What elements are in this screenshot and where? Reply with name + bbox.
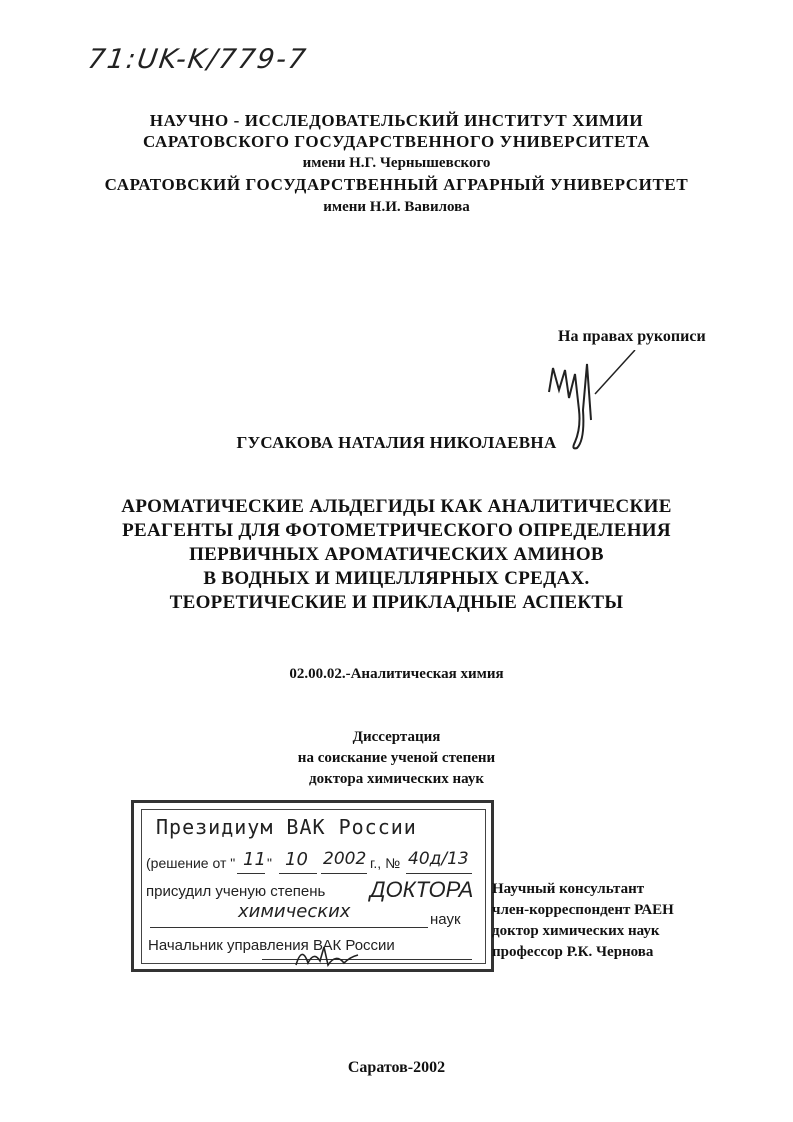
stamp-day-field: 11 [237, 855, 265, 874]
title-line-3: ПЕРВИЧНЫХ АРОМАТИЧЕСКИХ АМИНОВ [189, 544, 604, 565]
stamp-field-line: химических [150, 905, 428, 928]
rights-note: На правах рукописи [558, 328, 706, 345]
institute-line-2: САРАТОВСКОГО ГОСУДАРСТВЕННОГО УНИВЕРСИТЕТА [142, 132, 650, 151]
degree-line-2: на соискание ученой степени [297, 750, 496, 766]
institute-line-1: НАУЧНО - ИССЛЕДОВАТЕЛЬСКИЙ ИНСТИТУТ ХИМИИ [149, 111, 644, 130]
stamp-year-field: 2002 [321, 855, 367, 874]
consultant-line-3: доктор химических наук [492, 923, 660, 939]
title-line-1: АРОМАТИЧЕСКИЕ АЛЬДЕГИДЫ КАК АНАЛИТИЧЕСКИЕ [121, 496, 672, 517]
title-line-4: В ВОДНЫХ И МИЦЕЛЛЯРНЫХ СРЕДАХ. [203, 568, 590, 589]
consultant-line-2: член-корреспондент РАЕН [492, 902, 674, 918]
stamp-decision-quote: " [267, 855, 272, 871]
stamp-awarded: присудил ученую степень [146, 883, 326, 900]
archive-code: 71:UK-K/779-7 [85, 44, 310, 75]
specialty: 02.00.02.-Аналитическая химия [289, 666, 504, 682]
footer-city-year: Саратов-2002 [347, 1059, 446, 1076]
stamp-head: Начальник управления ВАК России [148, 937, 395, 954]
stamp-number-field: 40д/13 [406, 855, 472, 874]
consultant-line-1: Научный консультант [492, 881, 645, 897]
stamp-month-field: 10 [279, 855, 317, 874]
institute-line-5: имени Н.И. Вавилова [323, 199, 470, 215]
degree-line-3: доктора химических наук [308, 771, 484, 787]
degree-line-1: Диссертация [352, 729, 441, 745]
stamp-sciences: наук [430, 911, 461, 928]
stamp-decision-year-suffix: г., № [370, 855, 401, 871]
consultant-line-4: профессор Р.К. Чернова [492, 944, 654, 960]
author-name: ГУСАКОВА НАТАЛИЯ НИКОЛАЕВНА [236, 433, 557, 452]
vak-stamp [131, 800, 494, 972]
title-line-2: РЕАГЕНТЫ ДЛЯ ФОТОМЕТРИЧЕСКОГО ОПРЕДЕЛЕНИЯ [122, 520, 671, 541]
stamp-header: Президиум ВАК России [156, 815, 417, 839]
stamp-degree-word: ДОКТОРА [370, 877, 474, 902]
title-line-5: ТЕОРЕТИЧЕСКИЕ И ПРИКЛАДНЫЕ АСПЕКТЫ [169, 592, 624, 613]
institute-line-3: имени Н.Г. Чернышевского [302, 155, 491, 171]
institute-line-4: САРАТОВСКИЙ ГОСУДАРСТВЕННЫЙ АГРАРНЫЙ УНИВЕРСИТЕТ [104, 175, 689, 194]
stamp-decision-prefix: (решение от " [146, 855, 236, 871]
stamp-signature [292, 943, 362, 969]
